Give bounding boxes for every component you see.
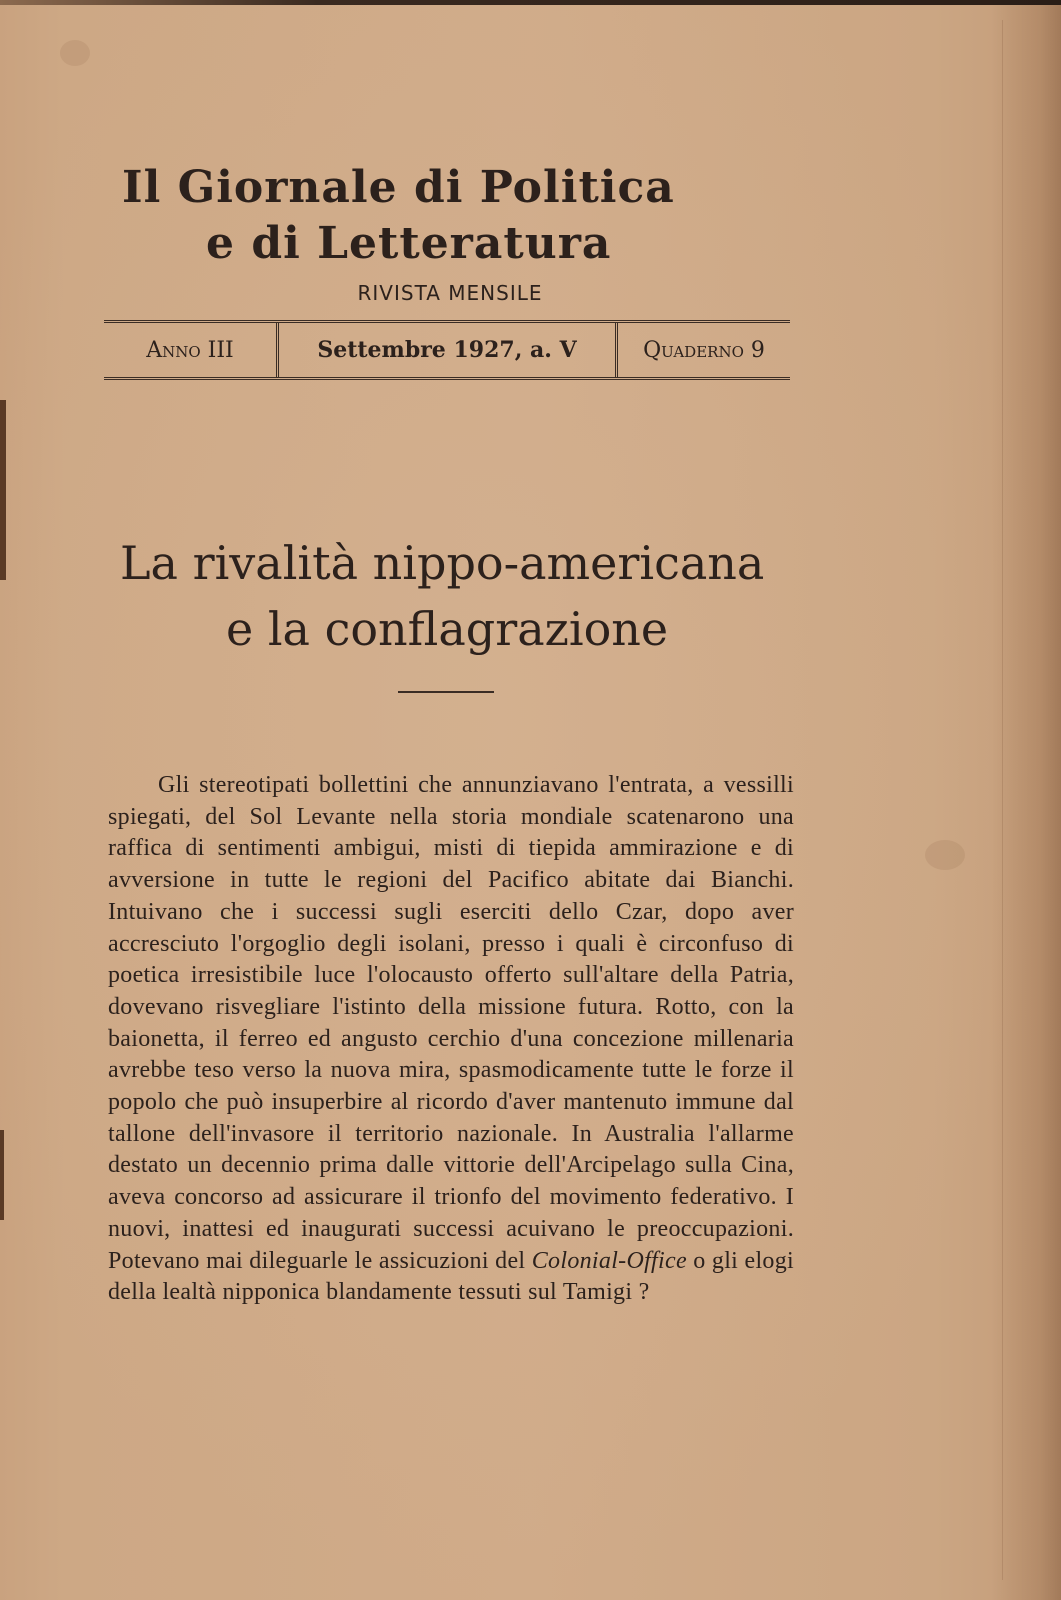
article-title-line1: La rivalità nippo-americana xyxy=(120,536,765,590)
journal-title-line1: Il Giornale di Politica xyxy=(122,162,675,213)
issue-anno-text: Anno III xyxy=(146,337,234,363)
journal-subtitle: RIVISTA MENSILE xyxy=(357,281,543,305)
issue-quaderno xyxy=(618,323,790,377)
issue-quaderno-text: Quaderno 9 xyxy=(643,337,765,363)
paper-stain xyxy=(60,40,90,66)
binding-mark xyxy=(0,400,6,580)
article-body-italic: Colonial-Office xyxy=(531,1247,687,1274)
issue-date-text: Settembre 1927, a. V xyxy=(317,337,577,363)
article-body-text-end: o gli elogi della lealtà nipponica blandamente tessuti sul Tamigi ? xyxy=(108,1247,794,1306)
issue-info-box xyxy=(104,320,790,380)
article-title xyxy=(108,530,808,662)
article-body-text: Gli stereotipati bollettini che annunziavano l'entrata, a vessilli spiegati, del Sol Levante nella storia mondiale scatenarono una raffica di sentimenti ambigui, misti di tiepida ammirazione e di avversione in tutte le regioni del Pacifico abitate dai Bianchi. Intuivano che i successi sugli eserciti dello Czar, dopo aver accresciuto l'orgoglio degli isolani, presso i quali è circonfuso di poetica irresistibile luce l'olocausto offerto sull'altare della Patria, dovevano risvegliare l'istinto della missione futura. Rotto, con la baionetta, il ferreo ed angusto cerchio d'una concezione millenaria avrebbe teso verso la nuova mira, spasmodicamente tutte le forze il popolo che può insuperbire al ricordo d'aver mantenuto immune dal tallone dell'invasore il territorio nazionale. In Australia l'allarme destato un decennio prima dalle vittorie dell'Arcipelago sulla Cina, aveva concorso ad assicurare il trionfo del movimento federativo. I nuovi, inattesi ed inaugurati successi acuivano le preoccupazioni. Potevano mai dileguarle le assicuzioni del xyxy=(108,772,794,1274)
title-divider xyxy=(398,691,494,693)
article-title-line2: e la conflagrazione xyxy=(226,602,669,656)
top-edge-strip xyxy=(0,0,1061,5)
journal-masthead xyxy=(108,160,798,272)
issue-date xyxy=(276,323,618,377)
journal-title-line2: e di Letteratura xyxy=(206,218,612,269)
page-edge-line xyxy=(1002,20,1003,1580)
binding-mark xyxy=(0,1130,4,1220)
issue-anno xyxy=(104,323,276,377)
article-body xyxy=(108,770,794,1309)
paper-stain xyxy=(925,840,965,870)
